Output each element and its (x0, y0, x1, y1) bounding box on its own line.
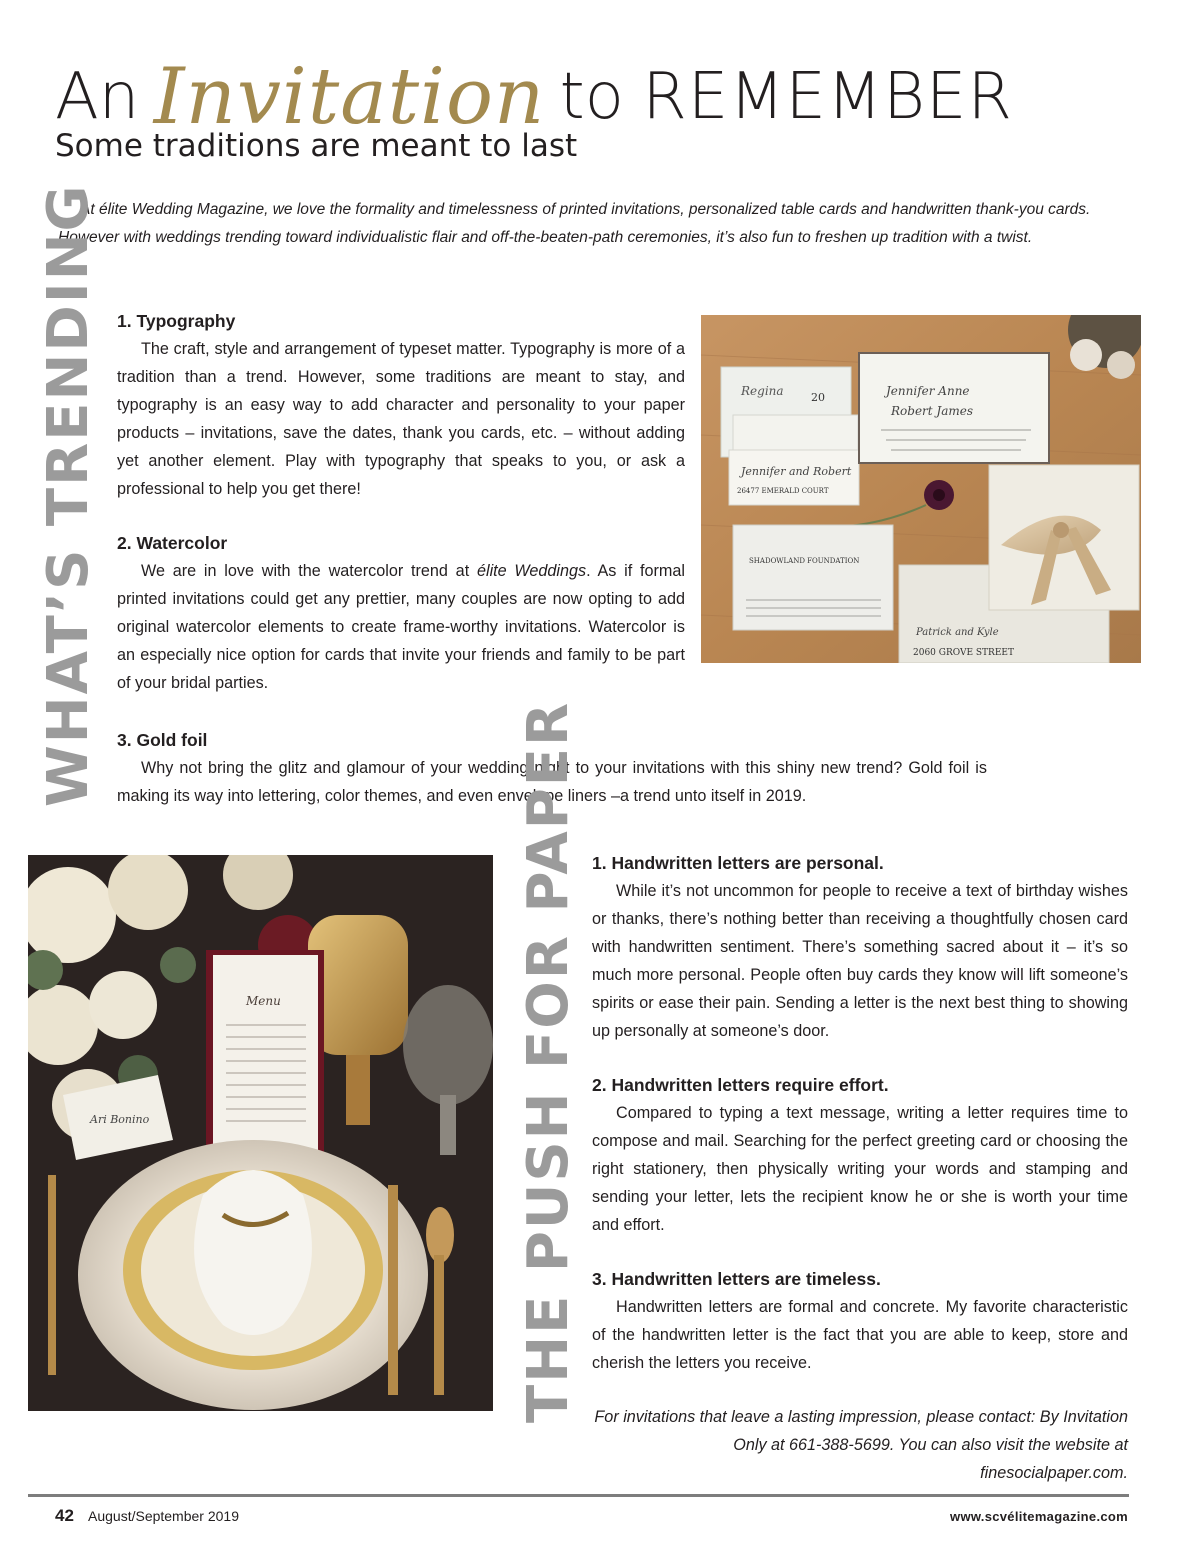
trend-item-watercolor (117, 529, 685, 697)
issue-date: August/September 2019 (88, 1508, 239, 1524)
paper-column (592, 849, 1128, 1487)
trending-column (117, 307, 685, 723)
trend-item-body: The craft, style and arrangement of typeset matter. Typography is more of a tradition than a trend. However, some traditions are meant to stay, and typography is an easy way to add character and personality to your paper products – invitations, save the dates, thank you cards, etc. – without adding yet another element. Play with typography that speaks to you, or ask a professional to help you get there! (117, 340, 685, 498)
trend-item-title: 1. Typography (117, 311, 236, 331)
paper-item-body: Compared to typing a text message, writing a letter requires time to compose and mail. Searching for the perfect greeting card or choosing the right stationery, then physically writing your words and stamping and sending your letter, lets the recipient know he or she is worth your time and effort. (592, 1104, 1128, 1234)
page-subtitle: Some traditions are meant to last (55, 128, 578, 164)
website-link[interactable]: www.scvélitemagazine.com (950, 1509, 1128, 1524)
trend-item-typography (117, 307, 685, 503)
paper-item-title: 1. Handwritten letters are personal. (592, 853, 884, 873)
svg-text:Jennifer Anne: Jennifer Anne (886, 384, 970, 398)
svg-text:Patrick and Kyle: Patrick and Kyle (916, 627, 999, 638)
invitation-suite-photo (701, 315, 1141, 663)
place-card-name: Ari Bonino (90, 1113, 150, 1126)
page-number: 42 (55, 1506, 74, 1525)
contact-note: For invitations that leave a lasting impression, please contact: By Invitation Only at 661-388-5699. You can also visit the website at finesocialpaper.com. (594, 1408, 1128, 1482)
section-heading-push-for-paper: THE PUSH FOR PAPER (516, 700, 581, 1423)
title-to: to (559, 60, 624, 134)
svg-text:Robert James: Robert James (891, 404, 974, 418)
trend-item-body: Why not bring the glitz and glamour of your wedding night to your invitations with this shiny new trend? Gold foil is making its way into lettering, color themes, and even envelope liners –a trend unto itself in 2019. (117, 759, 987, 805)
invitation-suite-illustration (701, 315, 1141, 663)
menu-title: Menu (246, 994, 281, 1008)
section-heading-whats-trending: WHAT’S TRENDING (36, 183, 101, 807)
paper-item-effort (592, 1071, 1128, 1239)
intro-paragraph (58, 196, 1143, 252)
paper-item-title: 2. Handwritten letters require effort. (592, 1075, 889, 1095)
magazine-name: élite Weddings (476, 562, 587, 580)
card-foundation: SHADOWLAND FOUNDATION (749, 557, 860, 565)
intro-line-2: However with weddings trending toward individualistic flair and off-the-beaten-path ceremonies, it’s also fun to freshen up tradition with a twist. (58, 229, 1033, 246)
intro-line-1: At élite Wedding Magazine, we love the formality and timelessness of printed invitations, personalized table cards and handwritten thank-you cards. (80, 201, 1091, 218)
card-names: Jennifer and Robert (741, 465, 852, 478)
card-street: 2060 GROVE STREET (913, 648, 1014, 658)
paper-item-personal (592, 849, 1128, 1045)
title-remember: REMEMBER (642, 60, 1013, 134)
body-text: . As if formal printed invitations could get any prettier, many couples are now opting to add original watercolor elements to create frame-worthy invitations. Watercolor is an especially nice option for cards that invite your friends and family to be part of your bridal parties. (117, 562, 685, 692)
paper-item-title: 3. Handwritten letters are timeless. (592, 1269, 881, 1289)
trend-item-body (117, 557, 685, 697)
svg-text:Regina: Regina (741, 384, 784, 398)
title-invitation-script: Invitation (153, 52, 546, 142)
body-text: We are in love with the watercolor trend at (141, 562, 477, 580)
card-address: 26477 EMERALD COURT (737, 487, 829, 495)
paper-item-body: While it’s not uncommon for people to receive a text of birthday wishes or thanks, there’s nothing better than receiving a thoughtfully chosen card with handwritten sentiment. There’s something sacred about it – it’s so much more personal. People often buy cards they know will lift someone’s spirits or ease their pain. Sending a letter is the next best thing to showing up personally at someone’s door. (592, 882, 1128, 1040)
footer-divider (28, 1494, 1129, 1497)
paper-item-timeless (592, 1265, 1128, 1377)
table-number: 20 (811, 391, 825, 404)
table-setting-photo (28, 855, 493, 1411)
trend-item-title: 3. Gold foil (117, 730, 208, 750)
paper-item-body: Handwritten letters are formal and concrete. My favorite characteristic of the handwritten letter is the fact that you are able to keep, store and cherish the letters you receive. (592, 1298, 1128, 1372)
trend-item-title: 2. Watercolor (117, 533, 228, 553)
table-setting-illustration (28, 855, 493, 1411)
title-an: An (55, 60, 140, 134)
